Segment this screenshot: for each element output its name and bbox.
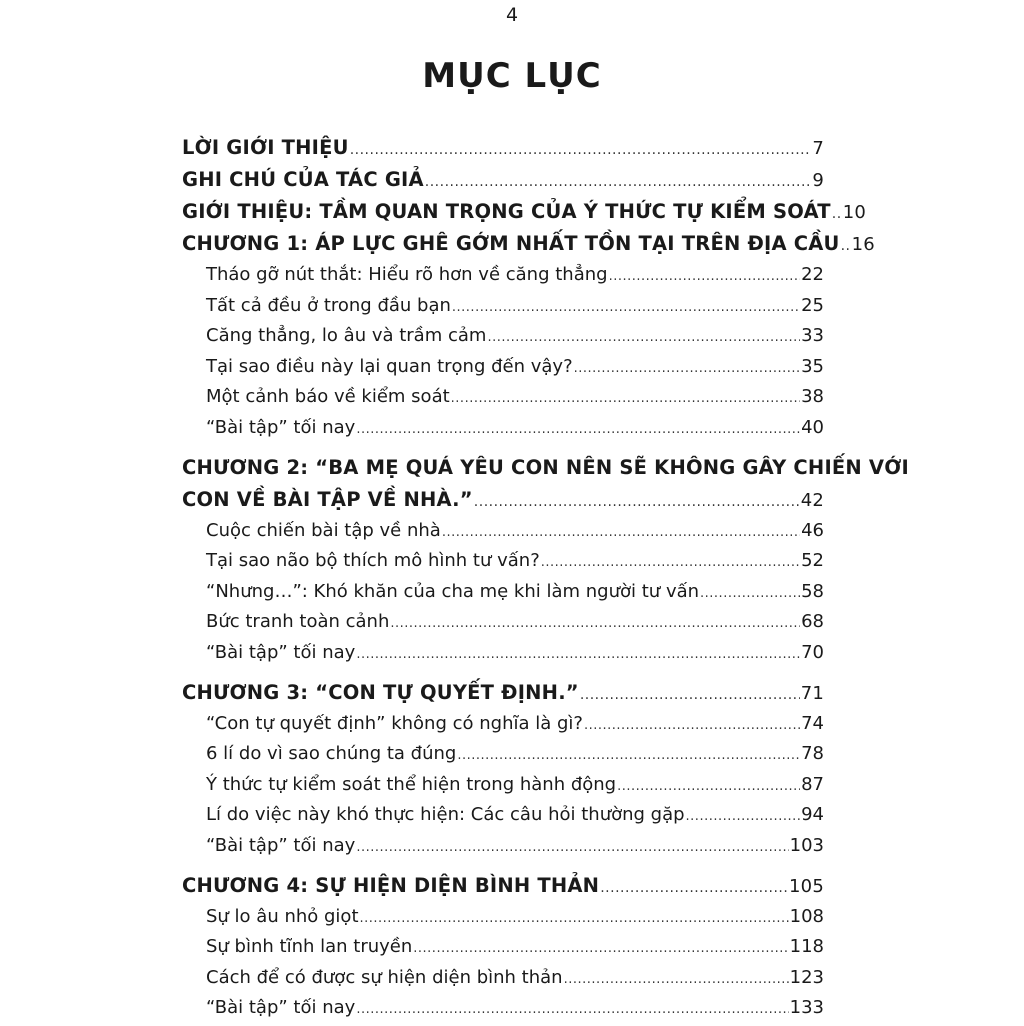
- toc-subentry[interactable]: [182, 831, 824, 862]
- leader-dots: [457, 739, 800, 772]
- toc-entry-label-continued: CON VỀ BÀI TẬP VỀ NHÀ.”: [182, 487, 473, 511]
- toc-entry-ghi-chu[interactable]: [182, 164, 824, 196]
- toc-entry-label: Bức tranh toàn cảnh: [206, 611, 390, 633]
- toc-entry-chapter-3[interactable]: [182, 677, 824, 709]
- toc-entry-label: Cuộc chiến bài tập về nhà: [206, 519, 441, 541]
- leader-dots: [686, 800, 801, 833]
- toc-entry-label: “Bài tập” tối nay: [206, 416, 356, 438]
- leader-dots: [541, 546, 800, 579]
- toc-entry-label: CHƯƠNG 3: “CON TỰ QUYẾT ĐỊNH.”: [182, 680, 579, 704]
- leader-dots: [841, 228, 851, 262]
- table-of-contents: [182, 132, 909, 1024]
- leader-dots: [580, 677, 800, 711]
- toc-entry-page: 87: [801, 773, 824, 795]
- leader-dots: [442, 516, 800, 549]
- leader-dots: [356, 993, 788, 1026]
- toc-entry-page: 118: [789, 936, 824, 958]
- toc-entry-chapter-4[interactable]: [182, 870, 824, 902]
- leader-dots: [356, 413, 800, 446]
- toc-entry-label: “Bài tập” tối nay: [206, 641, 356, 663]
- page-title: MỤC LỤC: [422, 56, 602, 96]
- toc-subentry[interactable]: [182, 739, 824, 770]
- toc-entry-page: 42: [800, 489, 824, 511]
- toc-subentry[interactable]: [182, 638, 824, 669]
- toc-entry-chapter-1[interactable]: [182, 228, 875, 260]
- toc-subentry[interactable]: [182, 607, 824, 638]
- toc-entry-label: Sự bình tĩnh lan truyền: [206, 936, 413, 958]
- toc-entry-label: CHƯƠNG 2: “BA MẸ QUÁ YÊU CON NÊN SẼ KHÔNG GÂY CHIẾN VỚI: [182, 455, 909, 479]
- toc-entry-label: Cách để có được sự hiện diện bình thản: [206, 966, 563, 988]
- leader-dots: [584, 709, 800, 742]
- toc-subentry[interactable]: [182, 932, 824, 963]
- toc-entry-page: 10: [842, 202, 867, 223]
- toc-entry-label: Tại sao điều này lại quan trọng đến vậy?: [206, 355, 573, 377]
- toc-entry-page: 58: [801, 580, 824, 602]
- toc-entry-page: 74: [801, 712, 824, 734]
- toc-entry-page: 105: [789, 875, 824, 897]
- toc-entry-page: 71: [800, 682, 824, 704]
- toc-subentry[interactable]: [182, 321, 824, 352]
- toc-entry-page: 22: [801, 264, 824, 285]
- leader-dots: [425, 164, 812, 198]
- leader-dots: [832, 196, 842, 230]
- leader-dots: [609, 260, 801, 293]
- toc-subentry[interactable]: [182, 352, 824, 383]
- toc-entry-label: GHI CHÚ CỦA TÁC GIẢ: [182, 168, 424, 191]
- toc-entry-page: 40: [801, 416, 824, 438]
- toc-subentry[interactable]: [182, 963, 824, 994]
- toc-entry-label: Căng thẳng, lo âu và trầm cảm: [206, 325, 487, 347]
- toc-entry-page: 33: [801, 325, 824, 347]
- toc-entry-label: CHƯƠNG 1: ÁP LỰC GHÊ GỚM NHẤT TỒN TẠI TRÊN ĐỊA CẦU: [182, 232, 840, 255]
- toc-entry-label: Một cảnh báo về kiểm soát: [206, 386, 450, 408]
- toc-entry-page: 78: [801, 743, 824, 765]
- toc-entry-page: 70: [801, 641, 824, 663]
- leader-dots: [350, 132, 812, 166]
- page-number: 4: [505, 4, 519, 26]
- leader-dots: [451, 382, 800, 415]
- toc-entry-page: 9: [812, 170, 824, 191]
- toc-subentry[interactable]: [182, 413, 824, 444]
- toc-subentry[interactable]: [182, 260, 824, 291]
- leader-dots: [574, 352, 800, 385]
- toc-entry-label: 6 lí do vì sao chúng ta đúng: [206, 743, 457, 765]
- toc-entry-label: Sự lo âu nhỏ giọt: [206, 905, 359, 927]
- toc-entry-loi-gioi-thieu[interactable]: [182, 132, 824, 164]
- leader-dots: [413, 932, 788, 965]
- leader-dots: [360, 902, 789, 935]
- toc-entry-label: Tại sao não bộ thích mô hình tư vấn?: [206, 550, 540, 572]
- toc-entry-label: “Con tự quyết định” không có nghĩa là gì?: [206, 712, 583, 734]
- toc-entry-page: 94: [801, 804, 824, 826]
- toc-entry-label: “Bài tập” tối nay: [206, 997, 356, 1019]
- toc-entry-page: 52: [801, 550, 824, 572]
- toc-entry-page: 35: [801, 355, 824, 377]
- toc-entry-page: 68: [801, 611, 824, 633]
- toc-subentry[interactable]: [182, 291, 824, 322]
- toc-subentry[interactable]: [182, 993, 824, 1024]
- toc-entry-chapter-2[interactable]: [182, 452, 909, 516]
- toc-subentry[interactable]: [182, 800, 824, 831]
- leader-dots: [564, 963, 789, 996]
- leader-dots: [617, 770, 800, 803]
- toc-subentry[interactable]: [182, 902, 824, 933]
- toc-entry-page: 108: [789, 905, 824, 927]
- leader-dots: [390, 607, 800, 640]
- toc-entry-label: Tháo gỡ nút thắt: Hiểu rõ hơn về căng thẳng: [206, 264, 608, 285]
- leader-dots: [474, 484, 800, 518]
- toc-entry-page: 25: [801, 294, 824, 316]
- leader-dots: [600, 870, 788, 904]
- toc-entry-label: Ý thức tự kiểm soát thể hiện trong hành động: [206, 773, 617, 795]
- toc-entry-label: Tất cả đều ở trong đầu bạn: [206, 294, 451, 316]
- toc-entry-label: CHƯƠNG 4: SỰ HIỆN DIỆN BÌNH THẢN: [182, 873, 600, 897]
- toc-entry-label: “Nhưng…”: Khó khăn của cha mẹ khi làm người tư vấn: [206, 580, 700, 602]
- leader-dots: [452, 291, 800, 324]
- leader-dots: [487, 321, 800, 354]
- toc-entry-page: 7: [812, 138, 824, 159]
- leader-dots: [356, 831, 788, 864]
- toc-entry-page: 38: [801, 386, 824, 408]
- leader-dots: [356, 638, 800, 671]
- toc-entry-label: LỜI GIỚI THIỆU: [182, 136, 349, 159]
- toc-entry-gioi-thieu[interactable]: [182, 196, 867, 228]
- toc-subentry[interactable]: [182, 516, 824, 547]
- toc-subentry[interactable]: [182, 709, 824, 740]
- toc-entry-label: “Bài tập” tối nay: [206, 834, 356, 856]
- toc-entry-page: 133: [789, 997, 824, 1019]
- toc-entry-label: GIỚI THIỆU: TẦM QUAN TRỌNG CỦA Ý THỨC TỰ KIỂM SOÁT: [182, 200, 831, 223]
- toc-entry-page: 103: [789, 834, 824, 856]
- toc-entry-page: 16: [851, 234, 875, 255]
- toc-entry-page: 123: [789, 966, 824, 988]
- toc-subentry[interactable]: [182, 770, 824, 801]
- toc-entry-page: 46: [801, 519, 824, 541]
- leader-dots: [700, 577, 800, 610]
- toc-subentry[interactable]: [182, 577, 824, 608]
- toc-subentry[interactable]: [182, 382, 824, 413]
- toc-subentry[interactable]: [182, 546, 824, 577]
- toc-entry-label: Lí do việc này khó thực hiện: Các câu hỏi thường gặp: [206, 804, 685, 826]
